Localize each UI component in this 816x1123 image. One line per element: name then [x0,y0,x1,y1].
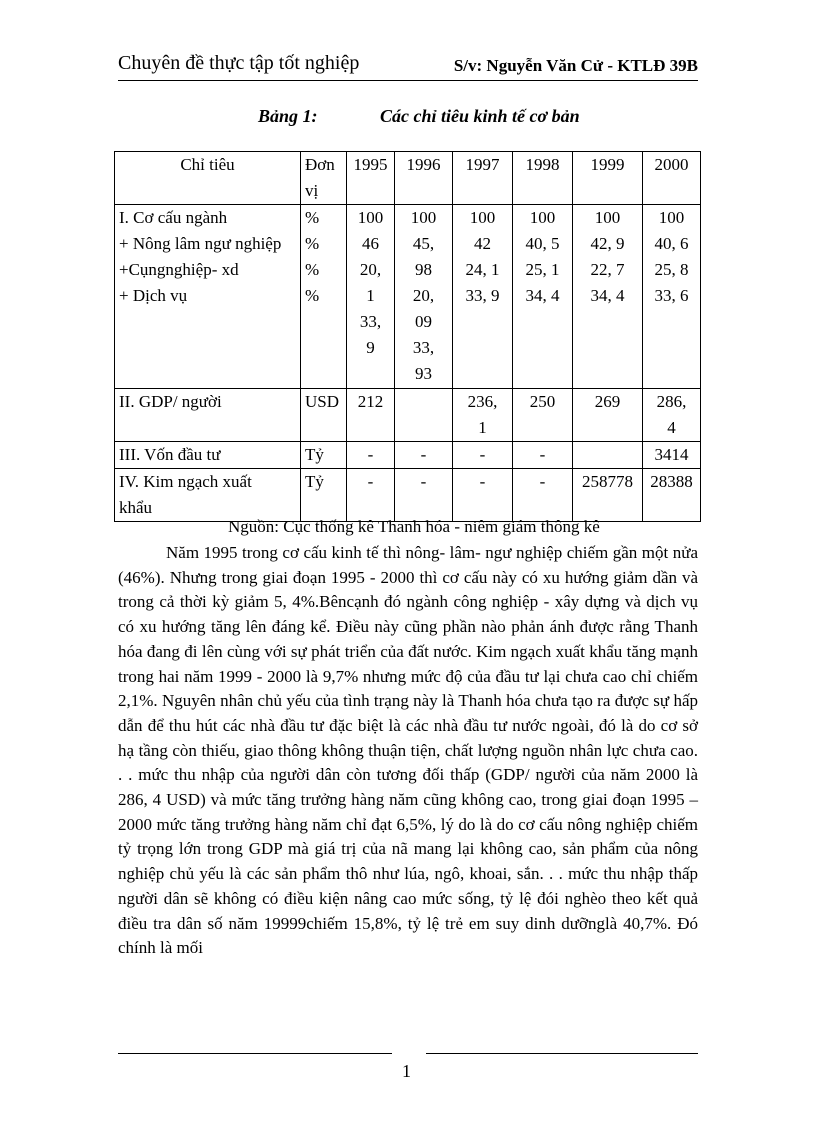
table-cell: - [513,442,573,469]
table-cell: 100 42 24, 1 33, 9 [453,205,513,389]
table-cell: - [395,469,453,522]
table-cell: 28388 [643,469,701,522]
body-paragraph: Năm 1995 trong cơ cấu kinh tế thì nông- lâm- ngư nghiệp chiếm gần một nửa (46%). Nhưng trong giai đoạn 1995 - 2000 thì cơ cấu này có xu hướng giảm dần và trong cả thời kỳ giảm 5, 4%.Bêncạnh đó ngành công nghiệp - xây dựng và dịch vụ có xu hướng tăng lên đáng kể. Điều này cũng phần nào phản ánh được rằng Thanh hóa đang đi lên cùng với sự phát triển của đất nước. Kim ngạch xuất khẩu tăng mạnh trong hai năm 1999 - 2000 là 9,7% nhưng mức độ của đầu tư lại chưa cao chỉ chiếm 2,1%. Nguyên nhân chủ yếu của tình trạng này là Thanh hóa chưa tạo ra được sự hấp dẫn để thu hút các nhà đầu tư đặc biệt là các nhà đầu tư nước ngoài, đó là do cơ sở hạ tầng còn thiếu, giao thông không thuận tiện, chất lượng nguồn nhân lực chưa cao. . . mức thu nhập của người dân còn tương đối thấp (GDP/ người của năm 2000 là 286, 4 USD) và mức tăng trưởng hàng năm cũng không cao, trong giai đoạn 1995 – 2000 mức tăng trưởng hàng năm chỉ đạt 6,5%, lý do là do cơ cấu nông nghiệp chiếm tỷ trọng lớn trong GDP mà giá trị của nã mang lại không cao, sản phẩm của nông nghiệp chủ yếu là các sản phẩm thô như lúa, ngô, khoai, sắn. . . mức thu nhập thấp người dân sẽ không có điều kiện nâng cao mức sống, tỷ lệ đói nghèo theo kết quả điều tra dân số năm 19999chiếm 15,8%, tỷ lệ trẻ em suy dinh dưỡnglà 40,7%. Đó chính là mối [118,543,698,958]
table-row [115,205,701,389]
table-cell: 100 46 20, 1 33, 9 [347,205,395,389]
header-divider [118,80,698,81]
table-cell: % % % % [301,205,347,389]
table-cell: 100 45, 98 20, 09 33, 93 [395,205,453,389]
table-cell: - [395,442,453,469]
table-cell: 3414 [643,442,701,469]
table-cell: 100 42, 9 22, 7 34, 4 [573,205,643,389]
table-cell: 100 40, 5 25, 1 34, 4 [513,205,573,389]
table-cell: - [453,469,513,522]
header-author: S/v: Nguyễn Văn Cử - KTLĐ 39B [453,56,698,75]
table-header-cell: 1995 [347,152,395,205]
table-header-cell: Chỉ tiêu [115,152,301,205]
table-cell: Tỷ [301,469,347,522]
page-header [118,52,698,82]
table-header-cell: 1996 [395,152,453,205]
table-cell [573,442,643,469]
table-cell: II. GDP/ người [115,389,301,442]
table-cell: USD [301,389,347,442]
table-cell: - [347,469,395,522]
table-cell: IV. Kim ngạch xuất khẩu [115,469,301,522]
table-cell: I. Cơ cấu ngành + Nông lâm ngư nghiệp +Cụngnghiệp- xd + Dịch vụ [115,205,301,389]
header-title: Chuyên đề thực tập tốt nghiệp [118,52,360,74]
table-header-cell: 2000 [643,152,701,205]
table-row [115,469,701,522]
table-cell: 212 [347,389,395,442]
table-cell: - [513,469,573,522]
table-cell: - [347,442,395,469]
table-header-cell: 1998 [513,152,573,205]
table-header-cell: Đơn vị [301,152,347,205]
table-header-cell: 1999 [573,152,643,205]
table-cell: - [453,442,513,469]
table-cell: 286, 4 [643,389,701,442]
economic-indicators-table [114,151,701,522]
table-cell: Tỷ [301,442,347,469]
table-cell: 236, 1 [453,389,513,442]
table-cell: 100 40, 6 25, 8 33, 6 [643,205,701,389]
table-caption-title: Các chỉ tiêu kinh tế cơ bản [380,106,580,126]
table-source-note: Nguồn: Cục thống kê Thanh hóa - niêm giám thông kê [228,517,600,536]
table-cell [395,389,453,442]
table-caption-label: Bảng 1: [258,106,318,126]
table-header-cell: 1997 [453,152,513,205]
table-cell: III. Vốn đầu tư [115,442,301,469]
table-row [115,442,701,469]
table-cell: 258778 [573,469,643,522]
table-row [115,389,701,442]
table-cell: 250 [513,389,573,442]
table-header-row [115,152,701,205]
table-cell: 269 [573,389,643,442]
footer-divider-left [118,1053,392,1054]
footer-divider-right [426,1053,698,1054]
page-number: 1 [402,1061,411,1081]
